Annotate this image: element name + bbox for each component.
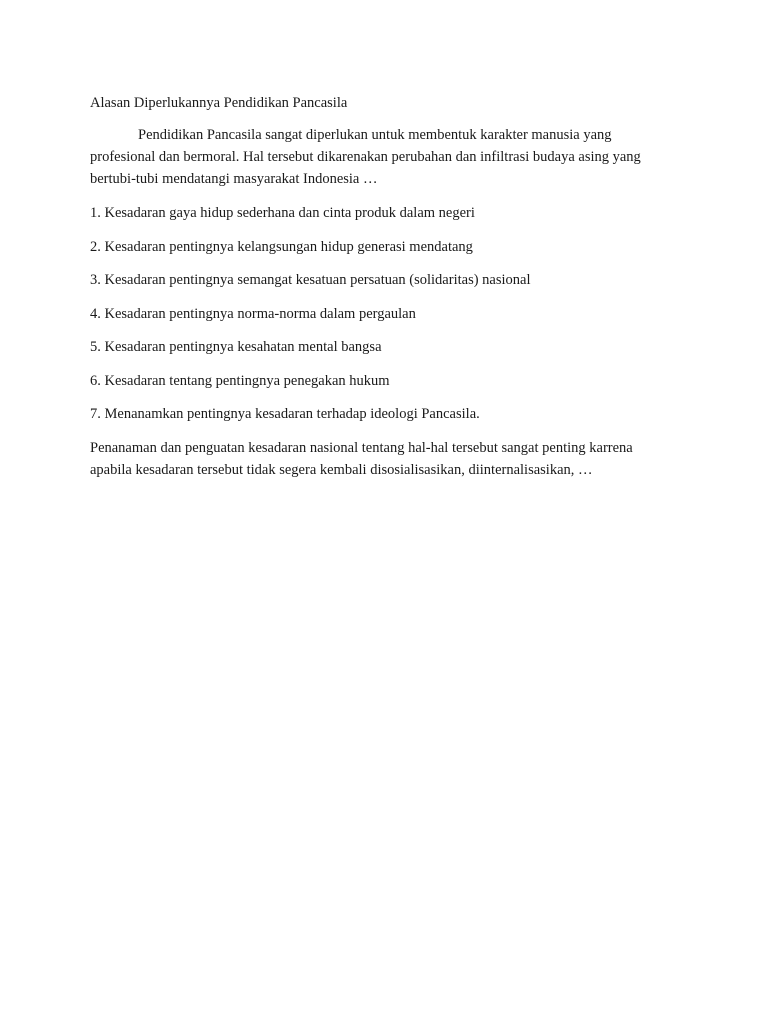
intro-paragraph-excerpt: Pendidikan Pancasila sangat diperlukan untuk membentuk karakter manusia yang profesional dan bermoral. Hal tersebut dikarenakan perubahan dan infiltrasi budaya asing yang bertubi-tubi mendatangi masyarakat Indonesia … [90,127,641,187]
list-item: 5. Kesadaran pentingnya kesahatan mental bangsa [90,339,382,355]
closing-paragraph-excerpt: Penanaman dan penguatan kesadaran nasional tentang hal-hal tersebut sangat penting karrena apabila kesadaran tersebut tidak segera kembali disosialisasikan, diinternalisasikan, … [90,440,633,478]
list-item: 6. Kesadaran tentang pentingnya penegakan hukum [90,372,390,389]
list-item: 1. Kesadaran gaya hidup sederhana dan cinta produk dalam negeri [90,205,475,221]
list-item: 3. Kesadaran pentingnya semangat kesatuan persatuan (solidaritas) nasional [90,272,531,288]
list-item: 7. Menanamkan pentingnya kesadaran terhadap ideologi Pancasila. [90,406,480,422]
list-item: 2. Kesadaran pentingnya kelangsungan hidup generasi mendatang [90,238,473,255]
document-title: Alasan Diperlukannya Pendidikan Pancasila [90,95,348,111]
awareness-list [90,202,675,425]
document-page [90,92,675,493]
list-item: 4. Kesadaran pentingnya norma-norma dalam pergaulan [90,305,416,322]
